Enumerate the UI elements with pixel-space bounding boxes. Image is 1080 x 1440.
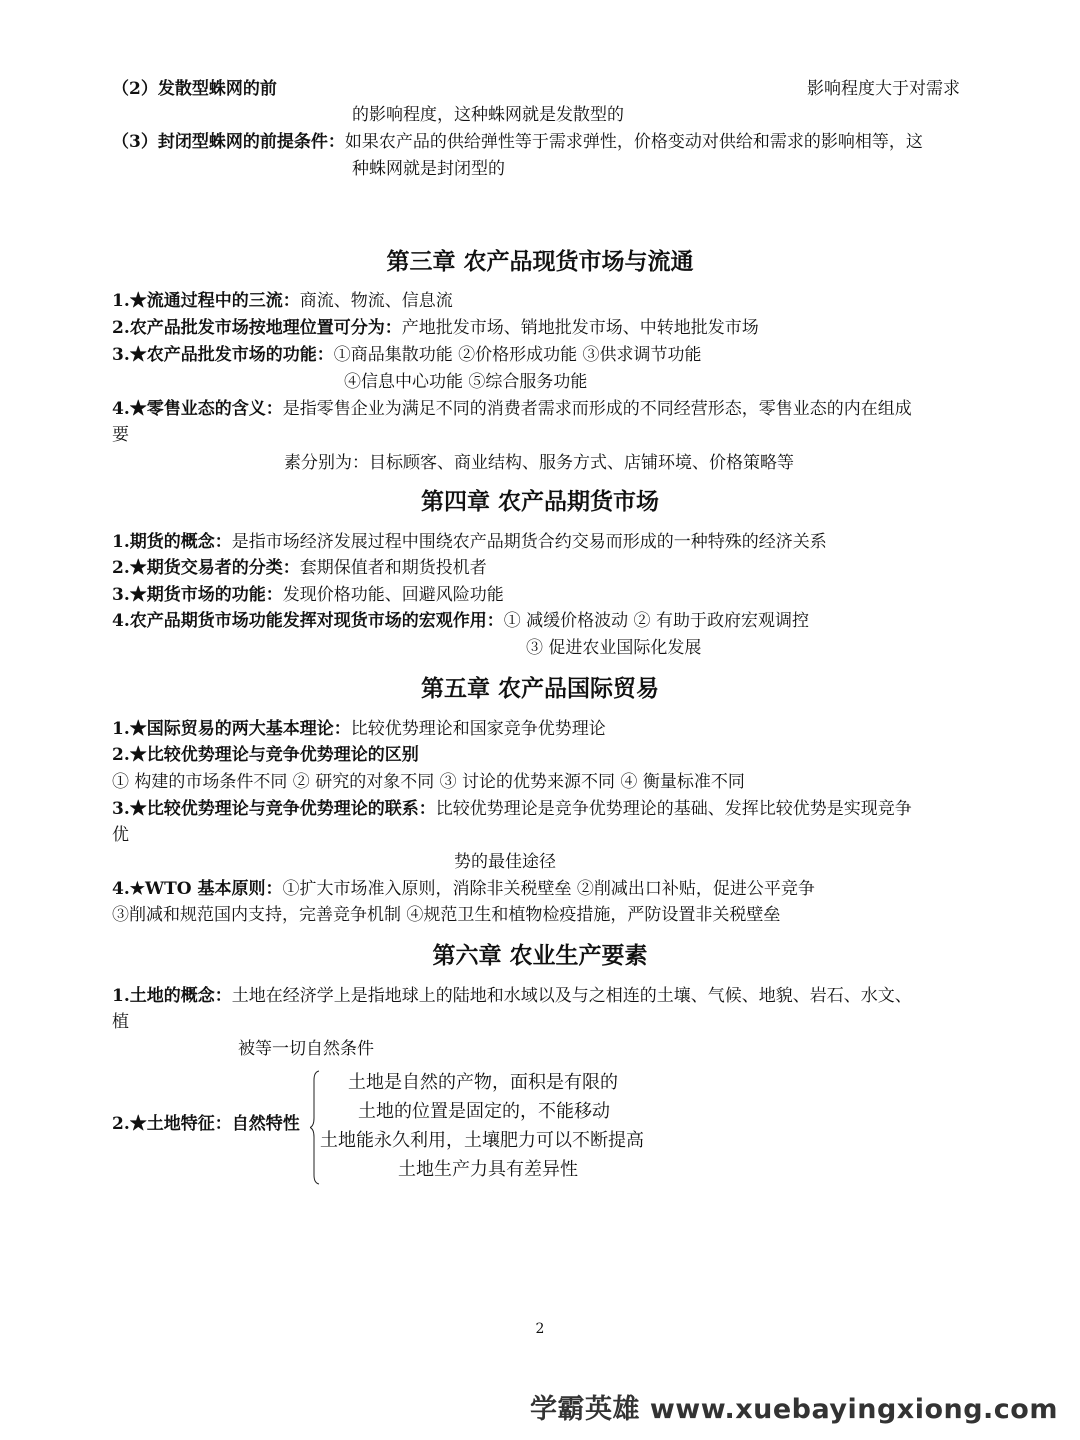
ch4-item-3-label: 3.★期货市场的功能：	[112, 585, 283, 605]
cobweb-divergent-label: （2）发散型蛛网的前	[112, 79, 277, 99]
cobweb-divergent-continuation: 的影响程度，这种蛛网就是发散型的	[352, 105, 624, 125]
ch6-item-2-label: 2.★土地特征：自然特性	[112, 1114, 300, 1134]
ch5-item-4	[112, 876, 815, 902]
ch5-item-2-list: ① 构建的市场条件不同 ② 研究的对象不同 ③ 讨论的优势来源不同 ④ 衡量标准不同	[112, 772, 745, 792]
ch3-item-3	[112, 342, 702, 368]
site-watermark: 学霸英雄 www.xuebayingxiong.com	[529, 1394, 1058, 1425]
ch3-item-2-text: 产地批发市场、销地批发市场、中转地批发市场	[401, 318, 759, 338]
ch4-item-4-text: ① 减缓价格波动 ② 有助于政府宏观调控	[503, 611, 809, 631]
cobweb-closed-continuation: 种蛛网就是封闭型的	[352, 159, 505, 179]
ch5-item-1-text: 比较优势理论和国家竞争优势理论	[350, 719, 606, 739]
cobweb-divergent-right-text: 影响程度大于对需求	[807, 79, 960, 99]
cobweb-closed-line	[112, 129, 923, 155]
ch3-item-1-text: 商流、物流、信息流	[299, 291, 453, 311]
curly-brace-icon	[310, 1070, 320, 1185]
ch6-item-1-text: 土地在经济学上是指地球上的陆地和水域以及与之相连的土壤、气候、地貌、岩石、水文、	[231, 986, 912, 1006]
chapter-6-title: 第六章 农业生产要素	[432, 942, 648, 969]
ch5-item-3	[112, 796, 912, 822]
page-number: 2	[535, 1321, 545, 1337]
ch3-item-4-text: 是指零售企业为满足不同的消费者需求而形成的不同经营形态，零售业态的内在组成	[282, 399, 912, 419]
ch4-item-2-label: 2.★期货交易者的分类：	[112, 558, 300, 578]
ch4-item-4-label: 4.农产品期货市场功能发挥对现货市场的宏观作用：	[112, 611, 504, 631]
ch3-item-2	[112, 315, 759, 341]
land-trait-4: 土地生产力具有差异性	[398, 1159, 578, 1180]
cobweb-closed-label: （3）封闭型蛛网的前提条件：	[112, 132, 345, 152]
ch5-item-3-continuation: 势的最佳途径	[454, 852, 556, 872]
ch4-item-1-text: 是指市场经济发展过程中围绕农产品期货合约交易而形成的一种特殊的经济关系	[231, 532, 827, 552]
ch4-item-1-label: 1.期货的概念：	[112, 532, 232, 552]
ch4-item-1	[112, 529, 827, 555]
ch3-item-1	[112, 288, 453, 314]
ch4-item-2-text: 套期保值者和期货投机者	[299, 558, 487, 578]
ch6-item-1-label: 1.土地的概念：	[112, 986, 232, 1006]
ch4-item-3	[112, 582, 504, 608]
ch5-item-3-wrap: 优	[112, 825, 129, 845]
ch4-item-4	[112, 608, 809, 634]
land-trait-3: 土地能永久利用，土壤肥力可以不断提高	[320, 1130, 644, 1151]
ch3-item-3-text: ①商品集散功能 ②价格形成功能 ③供求调节功能	[333, 345, 702, 365]
chapter-4-title: 第四章 农产品期货市场	[420, 488, 659, 515]
ch5-item-4-continuation: ③削减和规范国内支持，完善竞争机制 ④规范卫生和植物检疫措施，严防设置非关税壁垒	[112, 905, 781, 925]
ch5-item-4-text: ①扩大市场准入原则，消除非关税壁垒 ②削减出口补贴，促进公平竞争	[282, 879, 815, 899]
land-trait-1: 土地是自然的产物，面积是有限的	[348, 1072, 618, 1093]
ch6-item-1	[112, 983, 912, 1009]
chapter-3-title: 第三章 农产品现货市场与流通	[386, 248, 694, 275]
ch3-item-4-label: 4.★零售业态的含义：	[112, 399, 283, 419]
ch3-item-4	[112, 396, 912, 422]
ch3-item-2-label: 2.农产品批发市场按地理位置可分为：	[112, 318, 402, 338]
ch3-item-4-continuation: 素分别为：目标顾客、商业结构、服务方式、店铺环境、价格策略等	[284, 453, 794, 473]
ch5-item-4-label: 4.★WTO 基本原则：	[112, 879, 283, 899]
cobweb-closed-text: 如果农产品的供给弹性等于需求弹性，价格变动对供给和需求的影响相等，这	[344, 132, 923, 152]
ch5-item-3-label: 3.★比较优势理论与竞争优势理论的联系：	[112, 799, 436, 819]
cobweb-divergent-line	[112, 76, 277, 102]
ch4-item-3-text: 发现价格功能、回避风险功能	[282, 585, 504, 605]
ch5-item-2-label: 2.★比较优势理论与竞争优势理论的区别	[112, 745, 419, 765]
ch6-item-1-wrap: 植	[112, 1012, 129, 1032]
ch4-item-4-continuation: ③ 促进农业国际化发展	[526, 638, 702, 658]
ch5-item-3-text: 比较优势理论是竞争优势理论的基础、发挥比较优势是实现竞争	[435, 799, 912, 819]
ch3-item-4-wrap: 要	[112, 425, 129, 445]
ch5-item-1-label: 1.★国际贸易的两大基本理论：	[112, 719, 351, 739]
ch3-item-3-continuation: ④信息中心功能 ⑤综合服务功能	[344, 372, 588, 392]
chapter-5-title: 第五章 农产品国际贸易	[420, 675, 659, 702]
ch3-item-1-label: 1.★流通过程中的三流：	[112, 291, 300, 311]
ch3-item-3-label: 3.★农产品批发市场的功能：	[112, 345, 334, 365]
ch4-item-2	[112, 555, 487, 581]
ch6-item-1-continuation: 被等一切自然条件	[238, 1039, 374, 1059]
land-trait-2: 土地的位置是固定的，不能移动	[358, 1101, 610, 1122]
ch5-item-1	[112, 716, 606, 742]
